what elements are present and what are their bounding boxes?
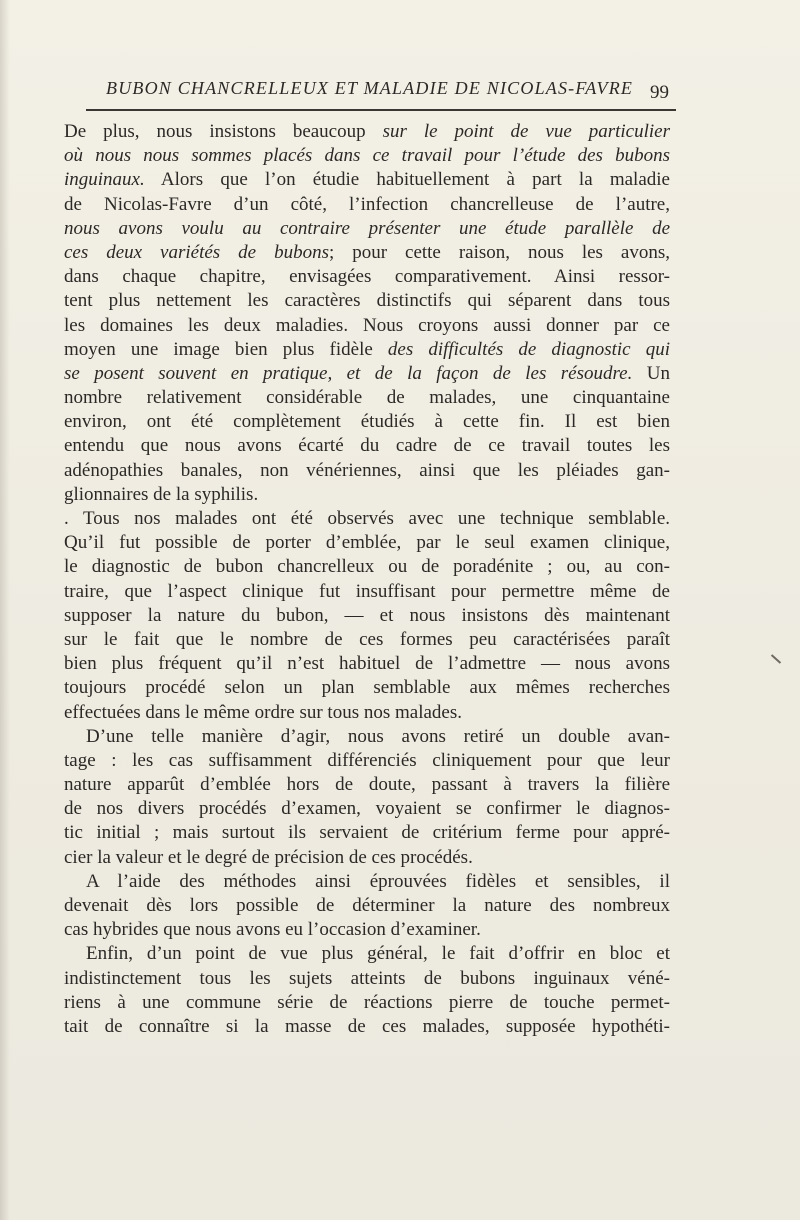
roman-text: Enfin, d’un point de vue plus général, le fait d’offrir en bloc et [86,943,670,965]
roman-text: les domaines les deux maladies. Nous croyons aussi donner par ce [64,314,670,336]
text-line [64,821,670,845]
text-line [64,362,670,386]
roman-text: A l’aide des méthodes ainsi éprouvées fidèles et sensibles, il [86,870,670,892]
running-title: BUBON CHANCRELLEUX ET MALADIE DE NICOLAS-FAVRE [106,78,634,98]
roman-text: moyen une image bien plus fidèle [64,338,388,360]
text-line [64,942,670,966]
text-line [64,580,670,604]
italic-text: inguinaux. [64,169,145,191]
italic-text: nous avons voulu au contraire présenter une étude parallèle de [64,217,670,239]
text-line [64,241,670,265]
roman-text: supposer la nature du bubon, — et nous insistons dès maintenant [64,604,670,626]
text-line [64,797,670,821]
roman-text: de nos divers procédés d’examen, voyaient se confirmer le diagnos- [64,798,670,820]
text-line [64,120,670,144]
text-line [64,507,670,531]
roman-text: bien plus fréquent qu’il n’est habituel de l’admettre — nous avons [64,653,670,675]
roman-text: cier la valeur et le degré de précision de ces procédés. [64,846,473,868]
italic-text: ces deux variétés de bubons [64,241,329,263]
text-line [64,168,670,192]
text-line [64,386,670,410]
italic-text: où nous nous sommes placés dans ce travail pour l’étude des bubons [64,145,670,167]
roman-text: environ, ont été complètement étudiés à cette fin. Il est bien [64,411,670,433]
page-number: 99 [650,82,669,103]
text-line [64,773,670,797]
italic-text: se posent souvent en pratique, et de la façon de les résoudre. [64,362,633,384]
roman-text: adénopathies banales, non vénériennes, ainsi que les pléiades gan- [64,459,670,481]
text-line [64,410,670,434]
roman-text: sur le fait que le nombre de ces formes peu caractérisées paraît [64,628,670,650]
text-line [64,725,670,749]
text-line [64,193,670,217]
text-line [64,314,670,338]
text-line [64,846,670,870]
roman-text: effectuées dans le même ordre sur tous nos malades. [64,701,462,723]
text-line [64,531,670,555]
roman-text: indistinctement tous les sujets atteints de bubons inguinaux véné- [64,967,670,989]
roman-text: de Nicolas-Favre d’un côté, l’infection chancrelleuse de l’autre, [64,193,670,215]
roman-text: dans chaque chapitre, envisagées comparativement. Ainsi ressor- [64,266,670,288]
header-rule [86,109,676,111]
text-line [64,265,670,289]
text-line [64,483,670,507]
roman-text: tage : les cas suffisamment différenciés cliniquement pour que leur [64,749,670,771]
roman-text: le diagnostic de bubon chancrelleux ou de poradénite ; ou, au con- [64,556,670,578]
text-line [64,918,670,942]
text-line [64,434,670,458]
text-line [64,604,670,628]
italic-text: des difficultés de diagnostic qui [387,338,670,360]
text-line [64,894,670,918]
roman-text: nature apparût d’emblée hors de doute, passant à travers la filière [64,774,670,796]
roman-text: De plus, nous insistons beaucoup [64,121,383,142]
roman-text: . Tous nos malades ont été observés avec une technique semblable. [64,508,670,529]
roman-text: toujours procédé selon un plan semblable aux mêmes recherches [64,677,670,699]
text-line [64,338,670,362]
roman-text: ; pour cette raison, nous les avons, [328,241,670,263]
roman-text: tent plus nettement les caractères distinctifs qui séparent dans tous [64,290,670,312]
roman-text: entendu que nous avons écarté du cadre de ce travail toutes les [64,435,670,457]
roman-text: cas hybrides que nous avons eu l’occasion d’examiner. [64,919,481,941]
text-line [64,652,670,676]
text-line [64,676,670,700]
roman-text: devenait dès lors possible de déterminer la nature des nombreux [64,895,670,916]
roman-text: Un [632,362,670,384]
text-line [64,749,670,773]
text-line [64,144,670,168]
roman-text: tait de connaître si la masse de ces malades, supposée hypothéti- [64,1015,670,1037]
text-line [64,870,670,894]
text-line [64,289,670,313]
roman-text: Alors que l’on étudie habituellement à part la maladie [144,169,670,191]
text-line [64,701,670,725]
text-line [64,1015,670,1039]
roman-text: nombre relativement considérable de malades, une cinquantaine [64,387,670,409]
roman-text: D’une telle manière d’agir, nous avons retiré un double avan- [86,725,670,747]
text-line [64,628,670,652]
text-line [64,217,670,241]
roman-text: riens à une commune série de réactions pierre de touche permet- [64,991,670,1013]
text-line [64,991,670,1015]
body-text [64,120,670,1039]
page-edge-shadow [0,0,10,1220]
text-line [64,967,670,991]
text-line [64,459,670,483]
roman-text: traire, que l’aspect clinique fut insuffisant pour permettre même de [64,580,670,602]
roman-text: tic initial ; mais surtout ils servaient de critérium ferme pour appré- [64,822,670,844]
margin-pencil-mark [771,654,781,664]
roman-text: Qu’il fut possible de porter d’emblée, par le seul examen clinique, [64,532,670,554]
text-line [64,555,670,579]
running-header [86,76,686,104]
roman-text: glionnaires de la syphilis. [64,483,259,505]
italic-text: sur le point de vue particulier [382,121,670,142]
